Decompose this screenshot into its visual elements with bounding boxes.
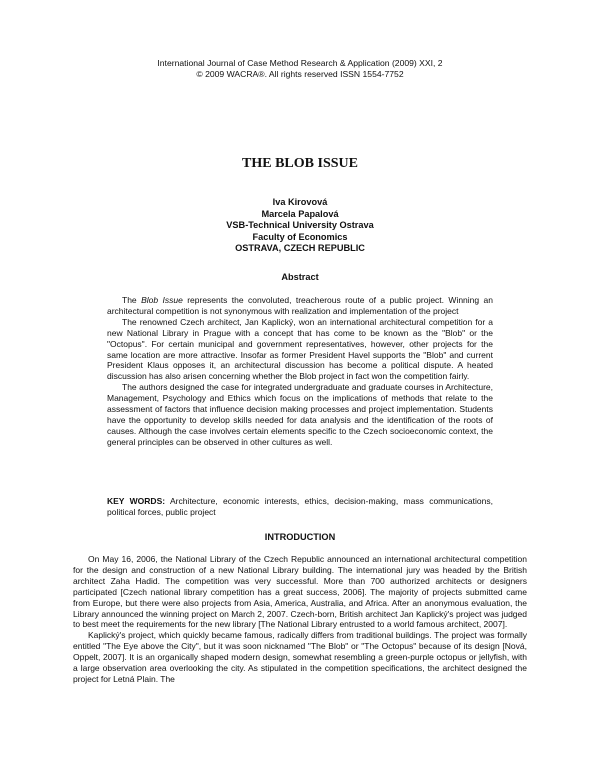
abstract-heading: Abstract: [281, 272, 319, 282]
keywords: [107, 496, 493, 518]
author-affiliation: VSB-Technical University Ostrava: [226, 220, 374, 230]
introduction-paragraph: Kaplický's project, which quickly became famous, radically differs from traditional buildings. The project was formally entitled "The Eye above the City", but it was soon nicknamed "The Blob" or "The Octopus" because of its design [Nová, Oppelt, 2007]. It is an organically shaped modern design, somewhat resembling a green-purple octopus or jellyfish, with a large observation area overlooking the city. As stipulated in the competition specifications, the architect designed the project for Letná Plain. The: [73, 630, 527, 684]
abstract-paragraph: The renowned Czech architect, Jan Kaplický, won an international architectural competition for a new National Library in Prague with a concept that has come to be known as the "Blob" or the "Octopus". For certain municipal and government representatives, however, other projects for the same location are more attractive. Insofar as former President Havel supports the "Blob" and current President Klaus opposes it, an architectural discussion has become a political dispute. A heated discussion has also arisen concerning whether the Blob project in fact won the competition fairly.: [107, 316, 493, 382]
paper-title: THE BLOB ISSUE: [242, 156, 358, 171]
abstract-paragraph: The Blob Issue represents the convoluted, treacherous route of a public project. Winning an architectural competition is not synonymous with realization and implementation of the project: [107, 295, 493, 316]
keywords-label: KEY WORDS:: [107, 496, 166, 506]
journal-copyright: © 2009 WACRA®. All rights reserved ISSN 1554-7752: [196, 69, 404, 79]
author-affiliation: Faculty of Economics: [252, 231, 348, 242]
journal-header: [0, 58, 600, 80]
abstract-body: [107, 295, 493, 448]
abstract-paragraph: The authors designed the case for integrated undergraduate and graduate courses in Architecture, Management, Psychology and Ethics which focus on the implications of methods that relate to the assessment of factors that influence decision making processes and project implementation. Students have the opportunity to develop skills needed for data analysis and the identification of the roots of causes. Although the case involves certain elements specific to the Czech socioeconomic context, the general principles can be observed in other cultures as well.: [107, 382, 493, 447]
introduction-paragraph: On May 16, 2006, the National Library of the Czech Republic announced an international architectural competition for the design and construction of a new National Library building. The international jury was headed by the British architect Zaha Hadid. The competition was very successful. More than 700 authorized architects or designers participated [Czech national library competition has a great success, 2006]. The majority of projects submitted came from Europe, but there were also projects from Asia, America, Australia, and Africa. After an anonymous evaluation, the Library announced the winning project on March 2, 2007. Czech-born, British architect Jan Kaplický's project was judged to best meet the requirements for the new library [The National Library entrusted to a world famous architect, 2007].: [73, 554, 527, 630]
introduction-heading: INTRODUCTION: [264, 532, 336, 542]
introduction-body: [73, 554, 527, 685]
author-name: Marcela Papalová: [261, 208, 339, 219]
author-affiliation: OSTRAVA, CZECH REPUBLIC: [235, 243, 365, 253]
case-title-emphasis: Blob Issue: [141, 295, 183, 305]
journal-citation: International Journal of Case Method Research & Application (2009) XXI, 2: [157, 58, 443, 68]
keywords-text: Architecture, economic interests, ethics, decision-making, mass communications, political forces, public project: [107, 496, 493, 517]
author-name: Iva Kirovová: [272, 197, 328, 207]
author-block: [0, 197, 600, 255]
